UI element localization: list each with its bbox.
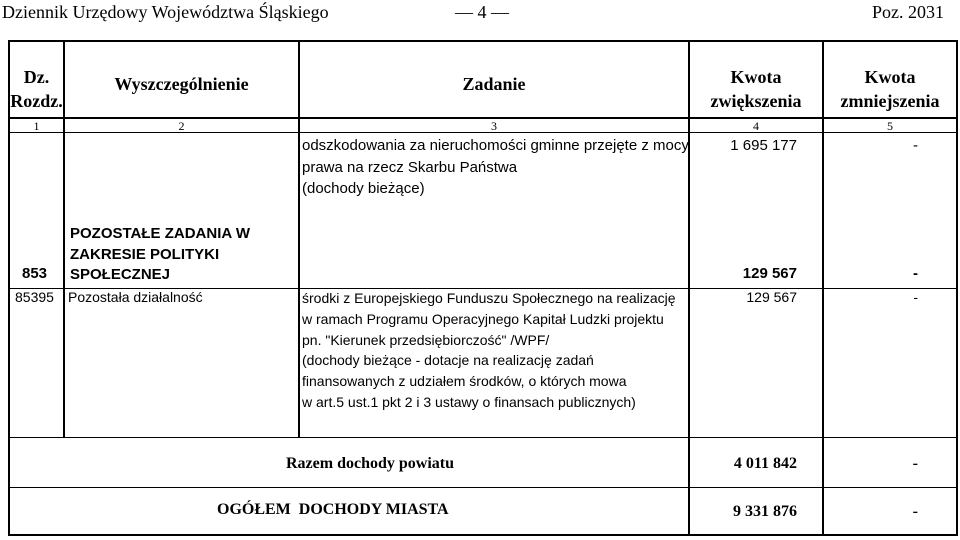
table-left-border bbox=[8, 40, 10, 536]
odszkodowania-line-2: prawa na rzecz Skarbu Państwa bbox=[302, 158, 518, 176]
ogolem-kwota-zw: 9 331 876 bbox=[733, 503, 797, 520]
dzial-853-name bbox=[70, 224, 250, 286]
table-bottom-border bbox=[8, 534, 958, 536]
razem-kwota-zw: 4 011 842 bbox=[733, 455, 797, 472]
header-dz-line2: Rozdz. bbox=[10, 91, 63, 111]
header-kwota-zm-line2: zmniejszenia bbox=[840, 91, 940, 111]
header-dz-line1: Dz. bbox=[23, 67, 50, 87]
journal-title: Dziennik Urzędowy Województwa Śląskiego bbox=[2, 2, 329, 22]
header-zadanie: Zadanie bbox=[462, 74, 526, 94]
col-divider-1 bbox=[63, 40, 65, 438]
dzial-853-name-line-2: ZAKRESIE POLITYKI bbox=[70, 245, 220, 263]
rozdz-zadanie-line-1: środki z Europejskiego Funduszu Społecznego na realizację bbox=[302, 290, 676, 306]
column-number-2: 2 bbox=[178, 119, 185, 133]
rozdz-zadanie-line-4: (dochody bieżące - dotacje na realizację zadań bbox=[302, 352, 594, 369]
rozdz-row-border bbox=[8, 437, 958, 438]
header-dz bbox=[10, 65, 63, 113]
rozdz-zadanie-line-5: finansowanych z udziałem środków, o których mowa bbox=[302, 373, 627, 390]
dzial-853-name-line-1: POZOSTAŁE ZADANIA W bbox=[70, 225, 250, 242]
odszkodowania-line-1: odszkodowania za nieruchomości gminne przejęte z mocy bbox=[302, 137, 689, 154]
rozdz-85395-name: Pozostała działalność bbox=[68, 289, 203, 305]
rozdz-85395-zadanie bbox=[302, 288, 676, 413]
page-number: — 4 — bbox=[455, 2, 509, 22]
odszkodowania-kwota-zm: - bbox=[913, 137, 918, 154]
rozdz-zadanie-line-6: w art.5 ust.1 pkt 2 i 3 ustawy o finansach publicznych) bbox=[302, 393, 636, 410]
column-number-5: 5 bbox=[887, 119, 893, 133]
rozdz-85395-kwota-zm: - bbox=[913, 289, 918, 305]
dzial-853-number: 853 bbox=[22, 265, 48, 282]
razem-row-border bbox=[8, 487, 958, 488]
dzial-853-kwota-zw: 129 567 bbox=[742, 265, 797, 282]
ogolem-kwota-zm: - bbox=[912, 503, 918, 520]
ogolem-label: OGÓŁEM DOCHODY MIASTA bbox=[217, 501, 449, 518]
header-kwota-zwiekszenia bbox=[690, 65, 822, 113]
rozdz-zadanie-line-3: pn. "Kierunek przedsiębiorczość" /WPF/ bbox=[302, 331, 550, 348]
header-kwota-zmniejszenia bbox=[824, 65, 956, 113]
header-wyszczegolnienie: Wyszczególnienie bbox=[114, 74, 249, 94]
dzial-853-name-line-3: SPOŁECZNEJ bbox=[70, 266, 171, 283]
table-right-border bbox=[956, 40, 958, 536]
header-kwota-zw-line1: Kwota bbox=[730, 67, 782, 87]
column-number-1: 1 bbox=[33, 119, 40, 133]
razem-kwota-zm: - bbox=[912, 455, 918, 472]
odszkodowania-zadanie bbox=[302, 135, 689, 200]
header-kwota-zw-line2: zwiększenia bbox=[710, 91, 802, 111]
rozdz-zadanie-line-2: w ramach Programu Operacyjnego Kapitał Ludzki projektu bbox=[302, 310, 664, 327]
razem-label: Razem dochody powiatu bbox=[286, 455, 455, 472]
odszkodowania-kwota-zw: 1 695 177 bbox=[730, 137, 797, 154]
column-number-3: 3 bbox=[491, 119, 497, 133]
rozdz-85395-kwota-zw: 129 567 bbox=[746, 289, 797, 305]
odszkodowania-line-3: (dochody bieżące) bbox=[302, 180, 425, 197]
table-top-border bbox=[8, 40, 958, 42]
dzial-853-kwota-zm: - bbox=[913, 265, 918, 282]
rozdz-85395-number: 85395 bbox=[15, 289, 54, 305]
column-number-4: 4 bbox=[753, 119, 759, 133]
header-kwota-zm-line1: Kwota bbox=[864, 67, 916, 87]
col-divider-2 bbox=[298, 40, 300, 438]
position-number: Poz. 2031 bbox=[872, 2, 944, 22]
